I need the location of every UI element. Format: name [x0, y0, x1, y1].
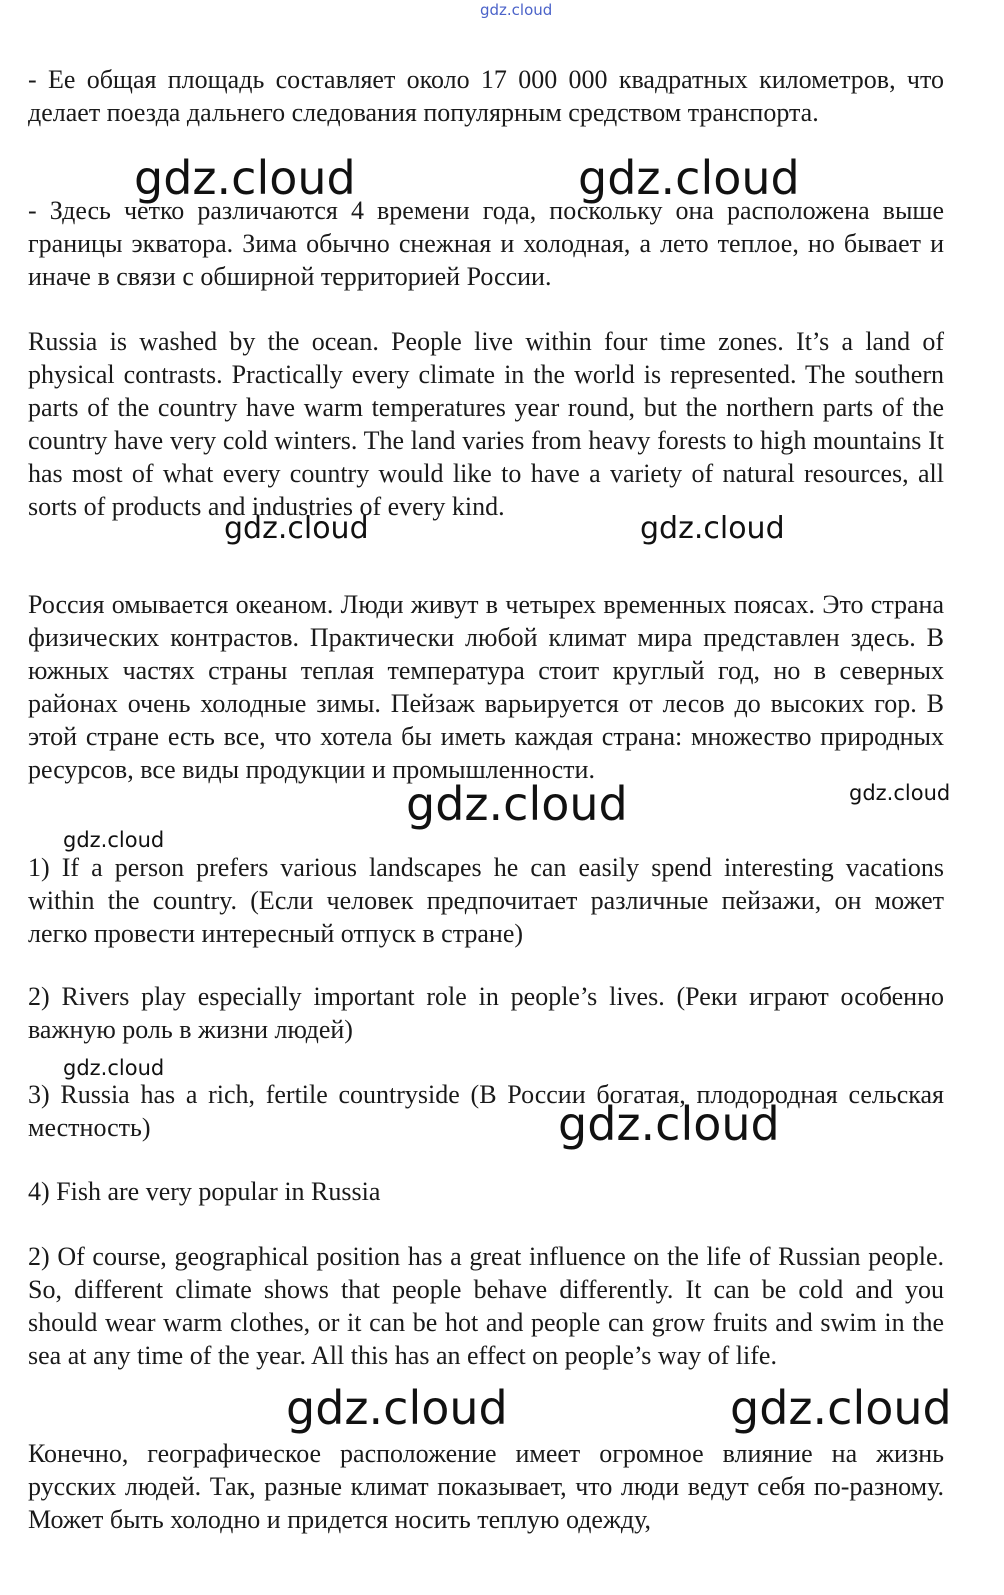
paragraph-item-3: 3) Russia has a rich, fertile countryside (В России богатая, плодородная сельская местность) [28, 1080, 944, 1142]
watermark: gdz.cloud [134, 151, 356, 205]
paragraph-seasons: - Здесь четко различаются 4 времени года, поскольку она расположена выше границы экватора. Зима обычно снежная и холодная, а лето теплое, но бывает и иначе в связи с обширной территорией России. [28, 196, 944, 291]
paragraph-geography-ru: Конечно, географическое расположение имеет огромное влияние на жизнь русских людей. Так, разные климат показывает, что люди ведут себя по-разному. Может быть холодно и придется носить теплую одежду, [28, 1439, 944, 1534]
site-mark: gdz.cloud [480, 1, 553, 19]
paragraph-geography-en: 2) Of course, geographical position has a great influence on the life of Russian people. So, different climate shows that people behave differently. It can be cold and you should wear warm clothes, or it can be hot and people can grow fruits and swim in the sea at any time of the year. All this has an effect on people’s way of life. [28, 1242, 944, 1370]
watermark: gdz.cloud [730, 1381, 952, 1435]
watermark: gdz.cloud [640, 511, 785, 546]
document-page [28, 0, 952, 1595]
watermark: gdz.cloud [849, 781, 951, 805]
watermark: gdz.cloud [63, 1056, 165, 1080]
paragraph-item-2: 2) Rivers play especially important role in people’s lives. (Реки играют особенно важную роль в жизни людей) [28, 982, 944, 1044]
paragraph-item-4: 4) Fish are very popular in Russia [28, 1177, 381, 1206]
watermark: gdz.cloud [406, 777, 628, 831]
watermark: gdz.cloud [558, 1097, 780, 1151]
watermark: gdz.cloud [224, 511, 369, 546]
watermark: gdz.cloud [286, 1381, 508, 1435]
paragraph-russia-en: Russia is washed by the ocean. People live within four time zones. It’s a land of physical contrasts. Practically every climate in the world is represented. The southern parts of the country have warm temperatures year round, but the northern parts of the country have very cold winters. The land varies from heavy forests to high mountains It has most of what every country would like to have a variety of natural resources, all sorts of products and industries of every kind. [28, 327, 944, 521]
watermark: gdz.cloud [63, 828, 165, 852]
watermark: gdz.cloud [578, 151, 800, 205]
paragraph-area: - Ее общая площадь составляет около 17 000 000 квадратных километров, что делает поезда дальнего следования популярным средством транспорта. [28, 65, 944, 127]
paragraph-item-1: 1) If a person prefers various landscapes he can easily spend interesting vacations within the country. (Если человек предпочитает различные пейзажи, он может легко провести интересный отпуск в стране) [28, 853, 944, 948]
paragraph-russia-ru: Россия омывается океаном. Люди живут в четырех временных поясах. Это страна физических контрастов. Практически любой климат мира представлен здесь. В южных частях страны теплая температура стоит круглый год, но в северных районах очень холодные зимы. Пейзаж варьируется от лесов до высоких гор. В этой стране есть все, что хотела бы иметь каждая страна: множество природных ресурсов, все виды продукции и промышленности. [28, 590, 944, 784]
